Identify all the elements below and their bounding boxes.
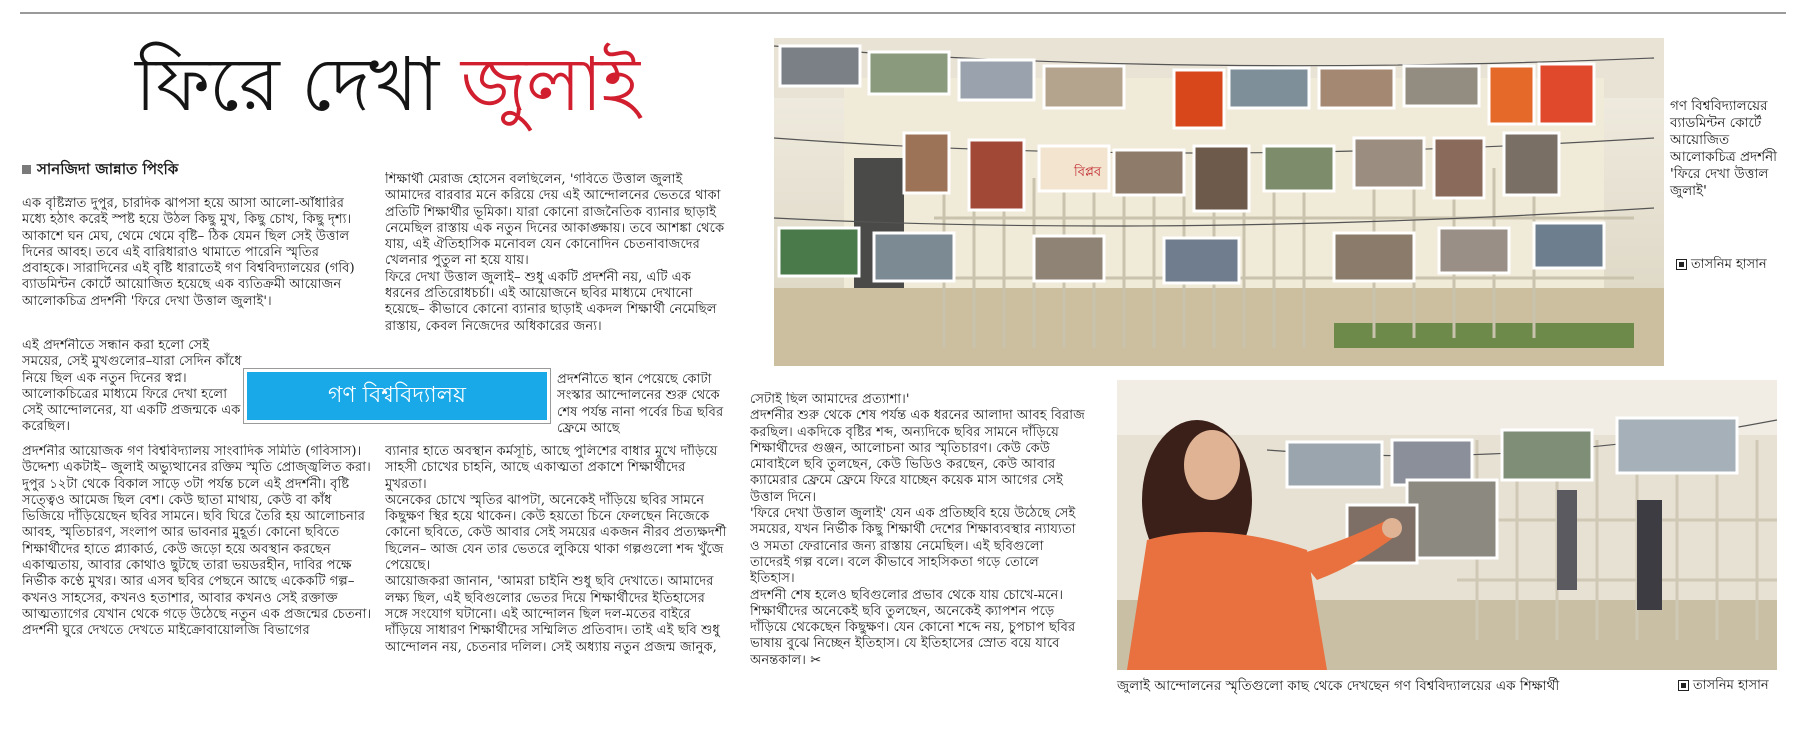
photo-student-viewing	[1117, 380, 1777, 670]
col1-paragraph-3: আলোকচিত্রের মাধ্যমে ফিরে দেখা হলো সেই আন্দোলনের, যা একটি প্রজন্মকে এক করেছিল।	[22, 386, 241, 435]
byline	[22, 158, 362, 183]
col3-paragraph-2: প্রদর্শনীর শুরু থেকে শেষ পর্যন্ত এক ধরনের আলাদা আবহ বিরাজ করছিল। একদিকে বৃষ্টির শব্দ, অন্যদিকে ছবির সামনে দাঁড়িয়ে শিক্ষার্থীদের গুঞ্জন, আলোচনা আর স্মৃতিচারণ। কেউ কেউ মোবাইলে ছবি তুলছেন, কেউ ভিডিও করছেন, কেউ আবার ক্যামেরার ফ্রেমে ফ্রেমে ফিরে যাচ্ছেন কয়েক মাস আগের সেই উত্তাল দিনে।	[750, 408, 1085, 505]
column-1-bottom	[22, 444, 372, 706]
photo-exhibition-court	[774, 38, 1664, 366]
headline	[135, 30, 655, 140]
col2-paragraph-5: আয়োজকরা জানান, 'আমরা চাইনি শুধু ছবি দেখাতে। আমাদের লক্ষ্য ছিল, এই ছবিগুলোর ভেতর দিয়ে শিক্ষার্থীদের ইতিহাসের সঙ্গে সংযোগ ঘটানো। এই আন্দোলন ছিল দল-মতের বাইরে দাঁড়িয়ে সাধারণ শিক্ষার্থীদের সম্মিলিত প্রতিবাদ। তাই এই ছবি শুধু আন্দোলন নয়, চেতনার দলিল। সেই অধ্যায় নতুন প্রজন্ম জানুক,	[385, 574, 720, 655]
top-rule	[20, 12, 1786, 14]
col2-paragraph-4: অনেকের চোখে স্মৃতির ঝাপটা, অনেকেই দাঁড়িয়ে ছবির সামনে কিছুক্ষণ স্থির হয়ে থাকেন। কেউ হয়তো চিনে ফেলছেন নিজেকে কোনো ছবিতে, কেউ আবার সেই সময়ের একজন নীরব প্রত্যক্ষদর্শী ছিলেন– আজ যেন তার ভেতরে লুকিয়ে থাকা গল্পগুলো শব্দ খুঁজে পেয়েছে।	[385, 492, 727, 574]
camera-credit-icon	[1676, 259, 1687, 270]
column-2-wrap	[557, 372, 730, 444]
col1-paragraph-2: এই প্রদর্শনীতে সন্ধান করা হলো সেই সময়ের, সেই মুখগুলোর–যারা সেদিন কাঁধে নিয়ে ছিল এক নতুন দিনের স্বপ্ন।	[22, 338, 242, 386]
photo-exhibition-credit	[1676, 255, 1767, 276]
col1-paragraph-5: দুপুর ১২টা থেকে বিকাল সাড়ে ৩টা পর্যন্ত চলে এই প্রদর্শনী। বৃষ্টি সত্ত্বেও আমেজ ছিল বেশ। কেউ ছাতা মাথায়, কেউ বা কাঁধ ভিজিয়ে দাঁড়িয়েছেন ছবির সামনে। ছবি ঘিরে তৈরি হয় আলোচনার আবহ, স্মৃতিচারণ, সংলাপ আর ভাবনার মুহূর্ত। কোনো ছবিতে শিক্ষার্থীদের হাতে প্ল্যাকার্ড, কেউ জড়ো হয়ে অবস্থান করছেন একাত্মতায়, আবার কোথাও ছুটছে তারা ভয়ডরহীন, দাবির পক্ষে নির্ভীক কণ্ঠে মুখর। আর এসব ছবির পেছনে আছে একেকটি গল্প– কখনও সাহসের, কখনও হতাশার, আবার কখনও সেই রক্তাক্ত আত্মত্যাগের যেখান থেকে গড়ে উঠেছে নতুন এক প্রজন্মের চেতনা।	[22, 476, 372, 622]
col3-paragraph-4-text: প্রদর্শনী শেষ হলেও ছবিগুলোর প্রভাব থেকে যায় চোখে-মনে। শিক্ষার্থীদের অনেকেই ছবি তুলছেন, অনেকেই ক্যাপশন পড়ে দাঁড়িয়ে থেকেছেন কিছুক্ষণ। যেন কোনো শব্দে নয়, চুপচাপ ছবির ভাষায় বুঝে নিচ্ছেন ইতিহাস। যে ইতিহাসের স্রোত বয়ে যাবে অনন্তকাল।	[750, 587, 1076, 668]
col3-paragraph-3: 'ফিরে দেখা উত্তাল জুলাই' যেন এক প্রতিচ্ছবি হয়ে উঠেছে সেই সময়ের, যখন নির্ভীক কিছু শিক্ষার্থী দেশের শিক্ষাব্যবস্থার ন্যায্যতা ও সমতা ফেরানোর জন্য রাস্তায় নেমেছিল। এই ছবিগুলো তাদেরই গল্প বলে। বলে কীভাবে সাহসিকতা গড়ে তোলে ইতিহাস।	[750, 506, 1076, 587]
camera-credit-icon	[1678, 680, 1689, 691]
poster-text: বিপ্লব	[1074, 165, 1102, 180]
col2-paragraph-3b: ব্যানার হাতে অবস্থান কর্মসূচি, আছে পুলিশের বাধার মুখে দাঁড়িয়ে সাহসী চোখের চাহনি, আছে একাত্মতা প্রকাশে শিক্ষার্থীদের মুখরতা।	[385, 444, 718, 492]
col3-paragraph-1: সেটাই ছিল আমাদের প্রত্যাশা।'	[750, 392, 910, 407]
column-2-top	[385, 172, 730, 368]
headline-part2: জুলাই	[460, 42, 639, 128]
col1-paragraph-4: প্রদর্শনীর আয়োজক গণ বিশ্ববিদ্যালয় সাংবাদিক সমিতি (গবিসাস)। উদ্দেশ্য একটাই– জুলাই অভ্যুত্থানের রক্তিম স্মৃতি প্রোজ্জ্বলিত করা।	[22, 444, 371, 476]
col2-paragraph-3a: প্রদর্শনীতে স্থান পেয়েছে কোটা সংস্কার আন্দোলনের শুরু থেকে শেষ পর্যন্ত নানা পর্বের চিত্র ছবির ফ্রেমে আছে	[557, 372, 724, 436]
col2-paragraph-2: ফিরে দেখা উত্তাল জুলাই– শুধু একটি প্রদর্শনী নয়, এটি এক ধরনের প্রতিরোধচর্চা। এই আয়োজনে ছবির মাধ্যমে দেখানো হয়েছে– কীভাবে কোনো ব্যানার ছাড়াই একদল শিক্ষার্থী নেমেছিল রাস্তায়, কেবল নিজেদের অধিকারের জন্য।	[385, 269, 717, 334]
section-banner-label: গণ বিশ্ববিদ্যালয়	[247, 372, 547, 420]
photo-student-caption: জুলাই আন্দোলনের স্মৃতিগুলো কাছ থেকে দেখছেন গণ বিশ্ববিদ্যালয়ের এক শিক্ষার্থী	[1117, 678, 1560, 694]
photo-student-credit-name: তাসনিম হাসান	[1693, 678, 1769, 693]
col1-paragraph-1: এক বৃষ্টিস্নাত দুপুর, চারদিক ঝাপসা হয়ে আসা আলো-আঁধারির মধ্যে হঠাৎ করেই স্পষ্ট হয়ে উঠল কিছু মুখ, কিছু চোখ, কিছু দৃশ্য। আকাশে ঘন মেঘ, থেমে থেমে বৃষ্টি– ঠিক যেমন ছিল সেই উত্তাল দিনের আবহ। তবে এই বারিধারাও থামাতে পারেনি স্মৃতির প্রবাহকে। সারাদিনের এই বৃষ্টি ধারাতেই গণ বিশ্ববিদ্যালয়ের (গবি) ব্যাডমিন্টন কোর্টে আয়োজিত হয়েছে এক ব্যতিক্রমী আয়োজন আলোকচিত্র প্রদর্শনী 'ফিরে দেখা উত্তাল জুলাই'।	[22, 196, 355, 309]
column-3	[750, 392, 1085, 707]
photo-student-viewing-image	[1117, 380, 1777, 670]
column-1-wrap	[22, 338, 244, 442]
col1-paragraph-6: প্রদর্শনী ঘুরে দেখতে দেখতে মাইক্রোবায়োলজি বিভাগের	[22, 623, 310, 639]
col3-paragraph-4	[750, 588, 1085, 669]
byline-square-icon	[22, 165, 31, 174]
photo-student-credit	[1678, 676, 1769, 697]
column-2-bottom	[385, 444, 730, 706]
section-banner	[243, 368, 551, 424]
photo-exhibition-credit-name: তাসনিম হাসান	[1691, 257, 1767, 272]
byline-author: সানজিদা জান্নাত পিংকি	[37, 160, 179, 178]
end-mark-icon: ✂	[810, 652, 822, 668]
headline-part1: ফিরে দেখা	[135, 42, 439, 128]
photo-exhibition-court-image	[774, 38, 1664, 366]
col2-paragraph-1: শিক্ষার্থী মেরাজ হোসেন বলছিলেন, 'গবিতে উত্তাল জুলাই আমাদের বারবার মনে করিয়ে দেয় এই আন্দোলনের ভেতরে থাকা প্রতিটি শিক্ষার্থীর ভূমিকা। যারা কোনো রাজনৈতিক ব্যানার ছাড়াই নেমেছিল রাস্তায় এক নতুন দিনের আকাঙ্ক্ষায়। তবে আশঙ্কা থেকে যায়, এই ঐতিহাসিক মনোবল যেন কোনোদিন চেতনাবাজদের খেলনার পুতুল না হয়ে যায়।	[385, 172, 725, 269]
photo-exhibition-caption: গণ বিশ্ববিদ্যালয়ের ব্যাডমিন্টন কোর্টে আয়োজিত আলোকচিত্র প্রদর্শনী 'ফিরে দেখা উত্তাল জুলাই'	[1670, 98, 1778, 199]
